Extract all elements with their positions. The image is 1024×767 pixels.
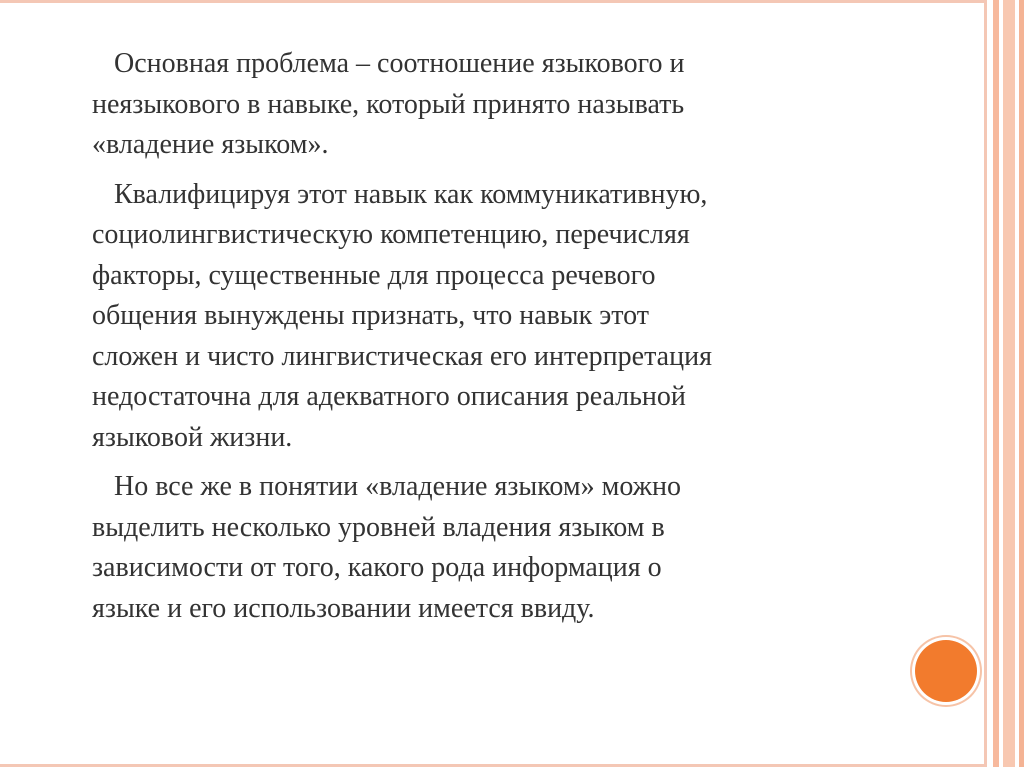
paragraph-1: Основная проблема – соотношение языкового и неязыкового в навыке, который принято называть «владение языком». [92,48,685,160]
slide-body [92,44,882,638]
paragraph-2: Квалифицируя этот навык как коммуникативную, социолингвистическую компетенцию, перечисляя факторы, существенные для процесса речевого общения вынуждены признать, что навык этот сложен и чисто лингвистическая его интерпретация недостаточна для адекватного описания реальной языковой жизни. [92,178,712,453]
decorative-stripes [984,0,1024,767]
orange-circle-decoration [915,640,977,702]
frame-top-border [0,0,988,3]
paragraph-3: Но все же в понятии «владение языком» можно выделить несколько уровней владения языком в зависимости от того, какого рода информация о языке и его использовании имеется ввиду. [92,471,681,624]
stripe [1003,0,1015,767]
stripe [1019,0,1024,767]
